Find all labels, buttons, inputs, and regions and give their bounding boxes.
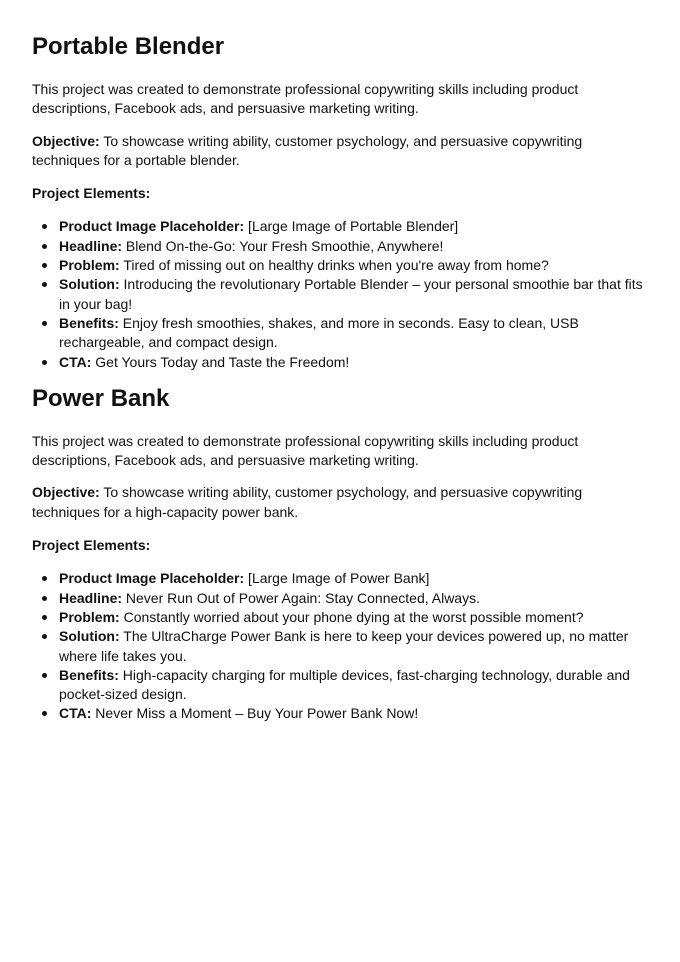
project-elements-heading: Project Elements:	[32, 537, 151, 554]
list-item	[32, 589, 650, 608]
item-text: Get Yours Today and Taste the Freedom!	[91, 353, 350, 370]
list-item	[32, 569, 650, 588]
project-elements-heading: Project Elements:	[32, 185, 151, 202]
list-item	[32, 314, 650, 353]
project-elements-list	[32, 569, 650, 723]
list-item	[32, 704, 650, 723]
item-text: Enjoy fresh smoothies, shakes, and more in seconds. Easy to clean, USB rechargeable, and compact design.	[59, 314, 579, 351]
item-text: Constantly worried about your phone dying at the worst possible moment?	[119, 608, 584, 625]
list-item	[32, 275, 650, 314]
item-text: The UltraCharge Power Bank is here to keep your devices powered up, no matter where life takes you.	[59, 628, 629, 664]
project-elements-list	[32, 217, 650, 371]
item-text: Never Run Out of Power Again: Stay Connected, Always.	[122, 589, 480, 606]
list-item	[32, 353, 650, 372]
objective-label: Objective:	[32, 132, 100, 149]
power-bank-section	[32, 384, 650, 724]
list-item	[32, 627, 650, 666]
item-text: Tired of missing out on healthy drinks when you're away from home?	[119, 257, 549, 274]
item-label: Problem:	[59, 608, 120, 625]
list-item	[32, 217, 650, 236]
item-label: Problem:	[59, 257, 120, 274]
list-item	[32, 666, 650, 705]
portable-blender-section	[32, 32, 650, 372]
item-label: CTA:	[59, 705, 92, 722]
item-label: Solution:	[59, 276, 120, 293]
objective-text: To showcase writing ability, customer psychology, and persuasive copywriting techniques for a portable blender.	[32, 132, 583, 168]
item-label: Headline:	[59, 589, 123, 606]
objective-label: Objective:	[32, 484, 100, 501]
objective-paragraph	[32, 132, 650, 171]
section-title: Power Bank	[32, 384, 170, 412]
item-label: Headline:	[59, 237, 123, 254]
item-label: Benefits:	[59, 314, 119, 331]
objective-text: To showcase writing ability, customer psychology, and persuasive copywriting techniques for a high-capacity power bank.	[32, 484, 583, 520]
item-label: Solution:	[59, 628, 120, 645]
item-text: High-capacity charging for multiple devices, fast-charging technology, durable and pocket-sized design.	[59, 666, 630, 703]
section-intro: This project was created to demonstrate professional copywriting skills including product descriptions, Facebook ads, and persuasive marketing writing.	[32, 81, 579, 117]
item-text: [Large Image of Portable Blender]	[244, 218, 459, 235]
item-label: Product Image Placeholder:	[59, 218, 245, 235]
section-title: Portable Blender	[32, 33, 225, 60]
objective-paragraph	[32, 483, 650, 522]
item-text: Blend On-the-Go: Your Fresh Smoothie, Anywhere!	[122, 237, 444, 254]
list-item	[32, 256, 650, 275]
item-text: [Large Image of Power Bank]	[244, 570, 430, 587]
item-label: Benefits:	[59, 666, 119, 683]
item-label: CTA:	[59, 353, 92, 370]
list-item	[32, 608, 650, 627]
item-label: Product Image Placeholder:	[59, 570, 245, 587]
list-item	[32, 237, 650, 256]
item-text: Never Miss a Moment – Buy Your Power Bank Now!	[91, 705, 419, 722]
item-text: Introducing the revolutionary Portable Blender – your personal smoothie bar that fits in your bag!	[59, 276, 643, 312]
section-intro: This project was created to demonstrate professional copywriting skills including product descriptions, Facebook ads, and persuasive marketing writing.	[32, 432, 579, 469]
